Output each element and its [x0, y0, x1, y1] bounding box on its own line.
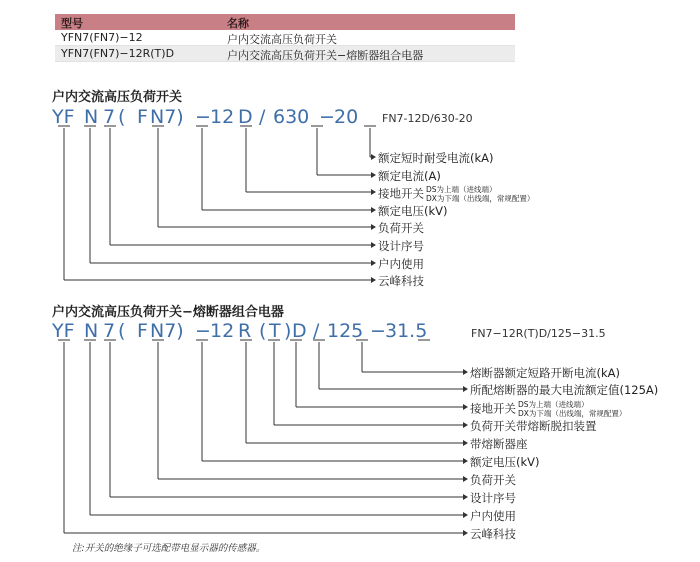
- section2-model-side: FN7−12R(T)D/125−31.5: [471, 327, 606, 340]
- arrow-head: [463, 458, 468, 464]
- code-part: N7): [150, 106, 184, 128]
- row-model: YFN7(FN7)−12R(T)D: [61, 47, 175, 60]
- code-label: [378, 256, 424, 272]
- code-label-text: 户内使用: [470, 509, 516, 523]
- code-part: 12: [210, 320, 235, 342]
- code-label: [378, 273, 424, 289]
- code-label-text: 负荷开关带熔断脱扣装置: [470, 419, 597, 433]
- code-part: YF: [52, 320, 75, 342]
- code-part: 630: [273, 106, 310, 128]
- code-label-text: 接地开关: [470, 401, 516, 416]
- code-part: R: [238, 320, 252, 342]
- code-label: [470, 454, 540, 470]
- section2-title: 户内交流高压负荷开关−熔断器组合电器: [52, 305, 284, 320]
- arrow-head: [463, 422, 468, 428]
- code-label-text: 额定电流(A): [378, 169, 441, 183]
- code-part: −: [370, 320, 386, 342]
- code-part: −: [195, 320, 211, 342]
- code-label-note: DS为上端（进线端） DX为下端（出线端，常规配置）: [426, 185, 535, 203]
- arrow-head: [371, 207, 376, 213]
- code-part: 20: [334, 106, 359, 128]
- header-model: 型号: [61, 17, 83, 30]
- arrow-head: [371, 154, 376, 160]
- code-label-text: 负荷开关: [378, 221, 424, 235]
- code-label: [378, 220, 424, 236]
- section1-model-side: FN7-12D/630-20: [382, 112, 473, 125]
- code-part: 7: [103, 320, 116, 342]
- code-label-text: 设计序号: [470, 491, 516, 505]
- arrow-head: [463, 512, 468, 518]
- code-part: F: [137, 106, 148, 128]
- code-part: N7): [150, 320, 184, 342]
- code-label: [470, 526, 516, 542]
- code-label: [470, 436, 528, 452]
- code-label-text: 额定电压(kV): [470, 455, 540, 469]
- code-part: 31.5: [385, 320, 428, 342]
- code-label-text: 云峰科技: [378, 274, 424, 288]
- code-part: T: [269, 320, 281, 342]
- code-part: D: [238, 106, 253, 128]
- code-label: [378, 238, 424, 254]
- code-part: 12: [210, 106, 235, 128]
- code-label: [470, 490, 516, 506]
- row-name: 户内交流高压负荷开关−熔断器组合电器: [227, 49, 424, 62]
- code-part: −: [319, 106, 335, 128]
- code-part: N: [84, 106, 99, 128]
- code-label: [470, 508, 516, 524]
- code-part: (: [118, 106, 126, 128]
- code-label-text: 接地开关: [378, 186, 424, 201]
- arrow-head: [463, 530, 468, 536]
- arrow-head: [463, 404, 468, 410]
- code-label-text: 户内使用: [378, 257, 424, 271]
- code-part: N: [84, 320, 99, 342]
- code-label: [470, 365, 620, 381]
- code-label-text: 所配熔断器的最大电流额定值(125A): [470, 383, 659, 397]
- code-part: (: [118, 320, 126, 342]
- code-label-text: 云峰科技: [470, 527, 516, 541]
- code-part: −: [195, 106, 211, 128]
- code-label-text: 负荷开关: [470, 473, 516, 487]
- code-label: [470, 418, 597, 434]
- code-part: D: [292, 320, 307, 342]
- code-part: YF: [52, 106, 75, 128]
- code-label: [378, 203, 448, 219]
- arrow-head: [371, 242, 376, 248]
- code-label-text: 额定电压(kV): [378, 204, 448, 218]
- code-part: 125: [327, 320, 364, 342]
- arrow-head: [371, 189, 376, 195]
- code-label-text: 设计序号: [378, 239, 424, 253]
- row-model: YFN7(FN7)−12: [61, 31, 143, 44]
- code-label-text: 带熔断器座: [470, 437, 528, 451]
- arrow-head: [463, 476, 468, 482]
- code-label: [378, 150, 494, 166]
- arrow-head: [463, 369, 468, 375]
- code-part: /: [313, 320, 320, 342]
- code-part: 7: [103, 106, 116, 128]
- code-part: ): [284, 320, 292, 342]
- footnote: 注:开关的绝缘子可选配带电显示器的传感器。: [72, 543, 266, 554]
- code-label: [470, 400, 626, 418]
- code-label-note: DS为上端（进线端） DX为下端（出线端，常规配置）: [518, 400, 627, 418]
- header-name: 名称: [227, 17, 249, 30]
- arrow-head: [371, 172, 376, 178]
- arrow-head: [463, 386, 468, 392]
- arrow-head: [371, 260, 376, 266]
- arrow-head: [463, 440, 468, 446]
- code-label-text: 熔断器额定短路开断电流(kA): [470, 366, 620, 380]
- code-label: [378, 168, 441, 184]
- code-part: (: [259, 320, 267, 342]
- arrow-head: [371, 277, 376, 283]
- code-label: [378, 185, 534, 203]
- arrow-head: [371, 224, 376, 230]
- code-label: [470, 382, 658, 398]
- code-label: [470, 472, 516, 488]
- arrow-head: [463, 494, 468, 500]
- code-part: /: [259, 106, 266, 128]
- section1-title: 户内交流高压负荷开关: [52, 90, 183, 105]
- code-part: F: [137, 320, 148, 342]
- row-name: 户内交流高压负荷开关: [227, 33, 337, 46]
- code-label-text: 额定短时耐受电流(kA): [378, 151, 494, 165]
